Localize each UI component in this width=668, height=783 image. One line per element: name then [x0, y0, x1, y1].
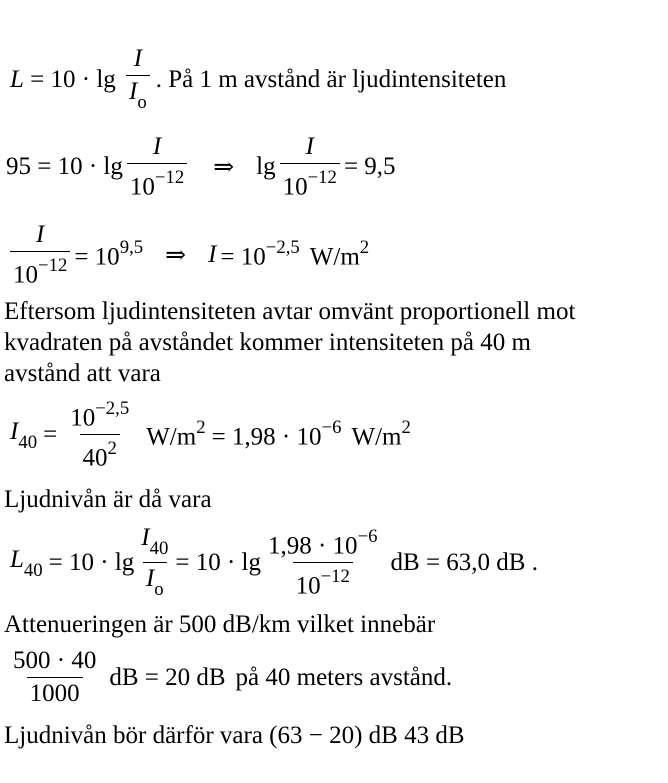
eq-sign: = [43, 420, 58, 448]
implies-arrow: ⇒ [213, 154, 235, 182]
denominator: $I_o$ [126, 75, 150, 113]
equation-level-definition [10, 46, 506, 113]
paragraph-line: avstånd att vara [4, 360, 161, 387]
equation-level-40m [10, 525, 538, 600]
numerator: I [133, 45, 143, 72]
paragraph-attenuation: Attenueringen är 500 dB/km vilket innebär [4, 611, 436, 638]
fraction-I-over-Io [126, 46, 150, 113]
paragraph-line: kvadraten på avståndet kommer intensiteten på 40 m [4, 329, 531, 356]
equation-intensity-40m [10, 398, 411, 472]
distance-text: på 40 meters avstånd. [235, 663, 453, 691]
eq-ten-lg: = 10 · lg [23, 65, 123, 93]
paragraph-inverse-square [4, 296, 575, 389]
eq-9-5: = 9,5 [343, 153, 396, 181]
var-L: L [10, 65, 24, 93]
eq-ten-lg: = 10 · lg [48, 548, 135, 576]
unit-w-m2: $W/m^2$ [146, 416, 206, 450]
eq-10-9-5: = $10^{9,5}$ [74, 237, 144, 271]
lg-label: lg [256, 153, 276, 181]
equation-95-db [6, 134, 396, 200]
eq-10-2-5: = $10^{-2,5}$ [220, 237, 300, 271]
equation-attenuation [6, 648, 452, 707]
unit-w-m2: $W/m^2$ [309, 237, 370, 271]
result-20-db: dB = 20 dB [109, 663, 226, 691]
implies-arrow: ⇒ [165, 242, 187, 270]
fraction-I40-over-Io: $\frac{I_{40}}{I_o}$ [141, 524, 169, 600]
fraction-I-over-10-12-c: $\frac{I}{10^{-12}}$ [10, 222, 70, 288]
fraction-value-over-10-12: $\frac{1,98 \cdot 10^{-6}}{10^{-12}}$ [267, 525, 378, 600]
unit-w-m2-b: $W/m^2$ [351, 416, 411, 450]
equation-intensity-1m [6, 222, 369, 288]
intro-text: . På 1 m avstånd är ljudintensiteten [155, 65, 507, 93]
paragraph-line: Eftersom ljudintensiteten avtar omvänt proportionell mot [4, 298, 576, 325]
fraction-I-over-10-12: $\frac{I}{10^{-12}}$ [127, 134, 187, 200]
var-I: I [208, 241, 217, 269]
fraction-I-over-10-12-b: $\frac{I}{10^{-12}}$ [280, 134, 340, 200]
eq-1-98e-6: = $1,98 \cdot 10^{-6}$ [211, 416, 342, 450]
var-I40: $I_{40}$ [10, 418, 38, 454]
eq-95: 95 = 10 · lg [6, 153, 123, 181]
eq-ten-lg-b: = 10 · lg [175, 548, 261, 576]
result-63-db: dB = 63,0 dB . [390, 548, 538, 576]
var-L40: $L_{40}$ [10, 546, 43, 581]
paragraph-conclusion: Ljudnivån bör därför vara (63 − 20) dB 43 dB [4, 722, 465, 749]
fraction-attenuation: $\frac{500 \cdot 40}{1000}$ [13, 647, 97, 707]
paragraph-level-intro: Ljudnivån är då vara [4, 486, 212, 513]
fraction-intensity-over-distance: $\frac{10^{-2,5}}{40^2}$ [70, 398, 130, 472]
